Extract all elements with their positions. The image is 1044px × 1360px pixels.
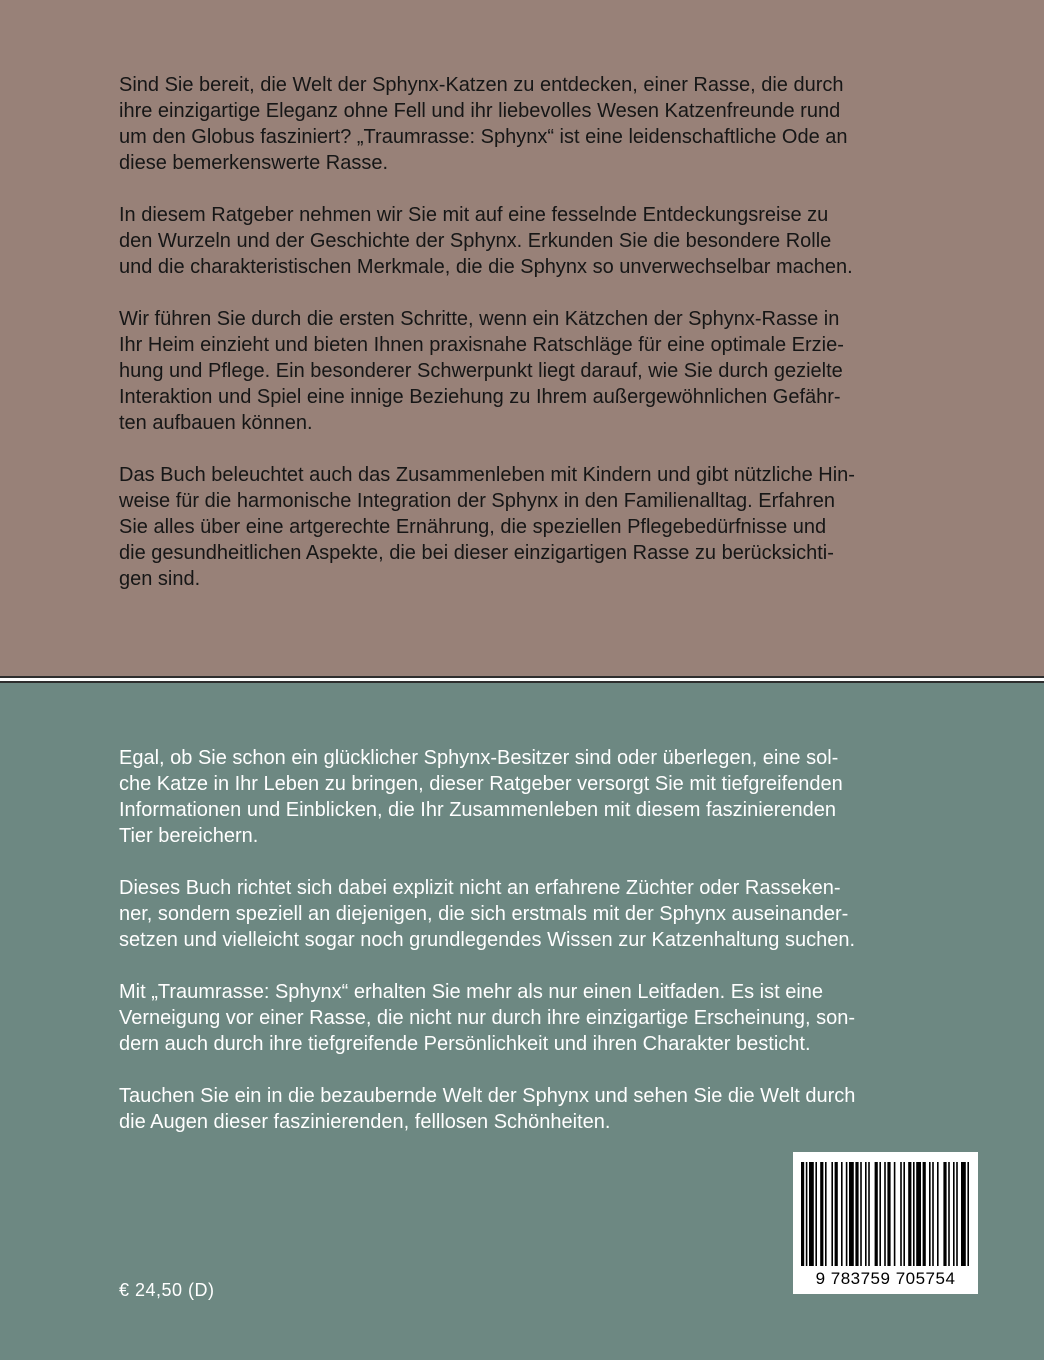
barcode-bar — [887, 1162, 890, 1266]
text-line: In diesem Ratgeber nehmen wir Sie mit auf eine fesselnde Entdeckungsreise zu — [119, 204, 829, 226]
paragraph-gap — [119, 849, 919, 875]
price-label: € 24,50 (D) — [119, 1280, 215, 1300]
barcode-bar — [923, 1162, 926, 1266]
back-cover-bottom-panel — [0, 683, 1044, 1360]
text-line: diese bemerkenswerte Rasse. — [119, 152, 389, 174]
text-line: die gesundheitlichen Aspekte, die bei dieser einzigartigen Rasse zu berücksichti- — [119, 542, 834, 564]
text-line: Sie alles über eine artgerechte Ernährung, die speziellen Pflegebedürfnisse und — [119, 516, 827, 538]
barcode-bar — [841, 1162, 843, 1266]
paragraph-gap — [119, 953, 919, 979]
text-line: che Katze in Ihr Leben zu bringen, dieser Ratgeber versorgt Sie mit tiefgreifenden — [119, 773, 843, 795]
barcode-bar — [943, 1162, 946, 1266]
text-line: und die charakteristischen Merkmale, die die Sphynx so unverwechselbar machen. — [119, 256, 853, 278]
barcode-number: 9 783759 705754 — [815, 1269, 956, 1288]
text-line: Sind Sie bereit, die Welt der Sphynx-Katzen zu entdecken, einer Rasse, die durch — [119, 74, 844, 96]
barcode-bar — [849, 1162, 854, 1266]
text-line: Mit „Traumrasse: Sphynx“ erhalten Sie mehr als nur einen Leitfaden. Es ist eine — [119, 981, 824, 1003]
text-line: die Augen dieser faszinierenden, felllosen Schönheiten. — [119, 1111, 611, 1133]
paragraph — [119, 1083, 919, 1135]
barcode-bar — [894, 1162, 896, 1266]
back-cover-top-panel — [0, 0, 1044, 676]
barcode-bar — [831, 1162, 833, 1266]
barcode-bar — [948, 1162, 950, 1266]
barcode-bar — [953, 1162, 955, 1266]
text-line: Tier bereichern. — [119, 825, 259, 847]
barcode-bar — [855, 1162, 858, 1266]
paragraph-gap — [119, 280, 919, 306]
text-line: setzen und vielleicht sogar noch grundlegendes Wissen zur Katzenhaltung suchen. — [119, 929, 856, 951]
bottom-blurb-text — [119, 745, 919, 1135]
isbn-barcode — [793, 1152, 978, 1294]
barcode-bar — [865, 1162, 867, 1266]
barcode-bar — [956, 1162, 958, 1266]
barcode-bar — [835, 1162, 838, 1266]
barcode-bar — [913, 1162, 915, 1266]
text-line: ten aufbauen können. — [119, 412, 313, 434]
paragraph — [119, 72, 919, 176]
text-line: Tauchen Sie ein in die bezaubernde Welt der Sphynx und sehen Sie die Welt durch — [119, 1085, 856, 1107]
text-line: dern auch durch ihre tiefgreifende Persönlichkeit und ihren Charakter besticht. — [119, 1033, 811, 1055]
text-line: ner, sondern speziell an diejenigen, die sich erstmals mit der Sphynx auseinander- — [119, 903, 849, 925]
text-line: Wir führen Sie durch die ersten Schritte, wenn ein Kätzchen der Sphynx-Rasse in — [119, 308, 840, 330]
top-blurb-text — [119, 72, 919, 592]
text-line: Verneigung vor einer Rasse, die nicht nur durch ihre einzigartige Erscheinung, son- — [119, 1007, 855, 1029]
barcode-bar — [801, 1162, 804, 1266]
text-line: Das Buch beleuchtet auch das Zusammenleben mit Kindern und gibt nützliche Hin- — [119, 464, 855, 486]
text-line: den Wurzeln und der Geschichte der Sphynx. Erkunden Sie die besondere Rolle — [119, 230, 832, 252]
barcode-bar — [937, 1162, 939, 1266]
text-line: Informationen und Einblicken, die Ihr Zusammenleben mit diesem faszinierenden — [119, 799, 837, 821]
barcode-bar — [820, 1162, 823, 1266]
barcode-bar — [879, 1162, 881, 1266]
barcode-bar — [815, 1162, 817, 1266]
barcode-bar — [929, 1162, 931, 1266]
barcode-bar — [908, 1162, 911, 1266]
barcode-bar — [900, 1162, 902, 1266]
barcode-bar — [860, 1162, 862, 1266]
paragraph — [119, 875, 919, 953]
barcode-bar — [961, 1162, 966, 1266]
barcode-bar — [967, 1162, 969, 1266]
text-line: gen sind. — [119, 568, 201, 590]
barcode-bar — [932, 1162, 934, 1266]
barcode-bars — [801, 1162, 970, 1266]
text-line: Ihr Heim einzieht und bieten Ihnen praxisnahe Ratschläge für eine optimale Erzie- — [119, 334, 844, 356]
barcode-bar — [903, 1162, 905, 1266]
barcode-bar — [825, 1162, 827, 1266]
text-line: Interaktion und Spiel eine innige Beziehung zu Ihrem außergewöhnlichen Gefähr- — [119, 386, 841, 408]
paragraph-gap — [119, 176, 919, 202]
text-line: weise für die harmonische Integration der Sphynx in den Familienalltag. Erfahren — [119, 490, 835, 512]
text-line: um den Globus fasziniert? „Traumrasse: Sphynx“ ist eine leidenschaftliche Ode an — [119, 126, 848, 148]
barcode-bar — [884, 1162, 886, 1266]
text-line: hung und Pflege. Ein besonderer Schwerpunkt liegt darauf, wie Sie durch gezielte — [119, 360, 843, 382]
text-line: ihre einzigartige Eleganz ohne Fell und ihr liebevolles Wesen Katzenfreunde rund — [119, 100, 841, 122]
barcode-bar — [875, 1162, 878, 1266]
paragraph — [119, 745, 919, 849]
barcode-bar — [806, 1162, 808, 1266]
barcode-bar — [868, 1162, 870, 1266]
paragraph — [119, 462, 919, 592]
paragraph — [119, 202, 919, 280]
paragraph — [119, 306, 919, 436]
barcode-bar — [846, 1162, 848, 1266]
barcode-bar — [916, 1162, 921, 1266]
paragraph-gap — [119, 1057, 919, 1083]
barcode-bar — [809, 1162, 814, 1266]
text-line: Dieses Buch richtet sich dabei explizit nicht an erfahrene Züchter oder Rasseken- — [119, 877, 841, 899]
section-divider — [0, 676, 1044, 683]
paragraph-gap — [119, 436, 919, 462]
paragraph — [119, 979, 919, 1057]
text-line: Egal, ob Sie schon ein glücklicher Sphynx-Besitzer sind oder überlegen, eine sol- — [119, 747, 839, 769]
